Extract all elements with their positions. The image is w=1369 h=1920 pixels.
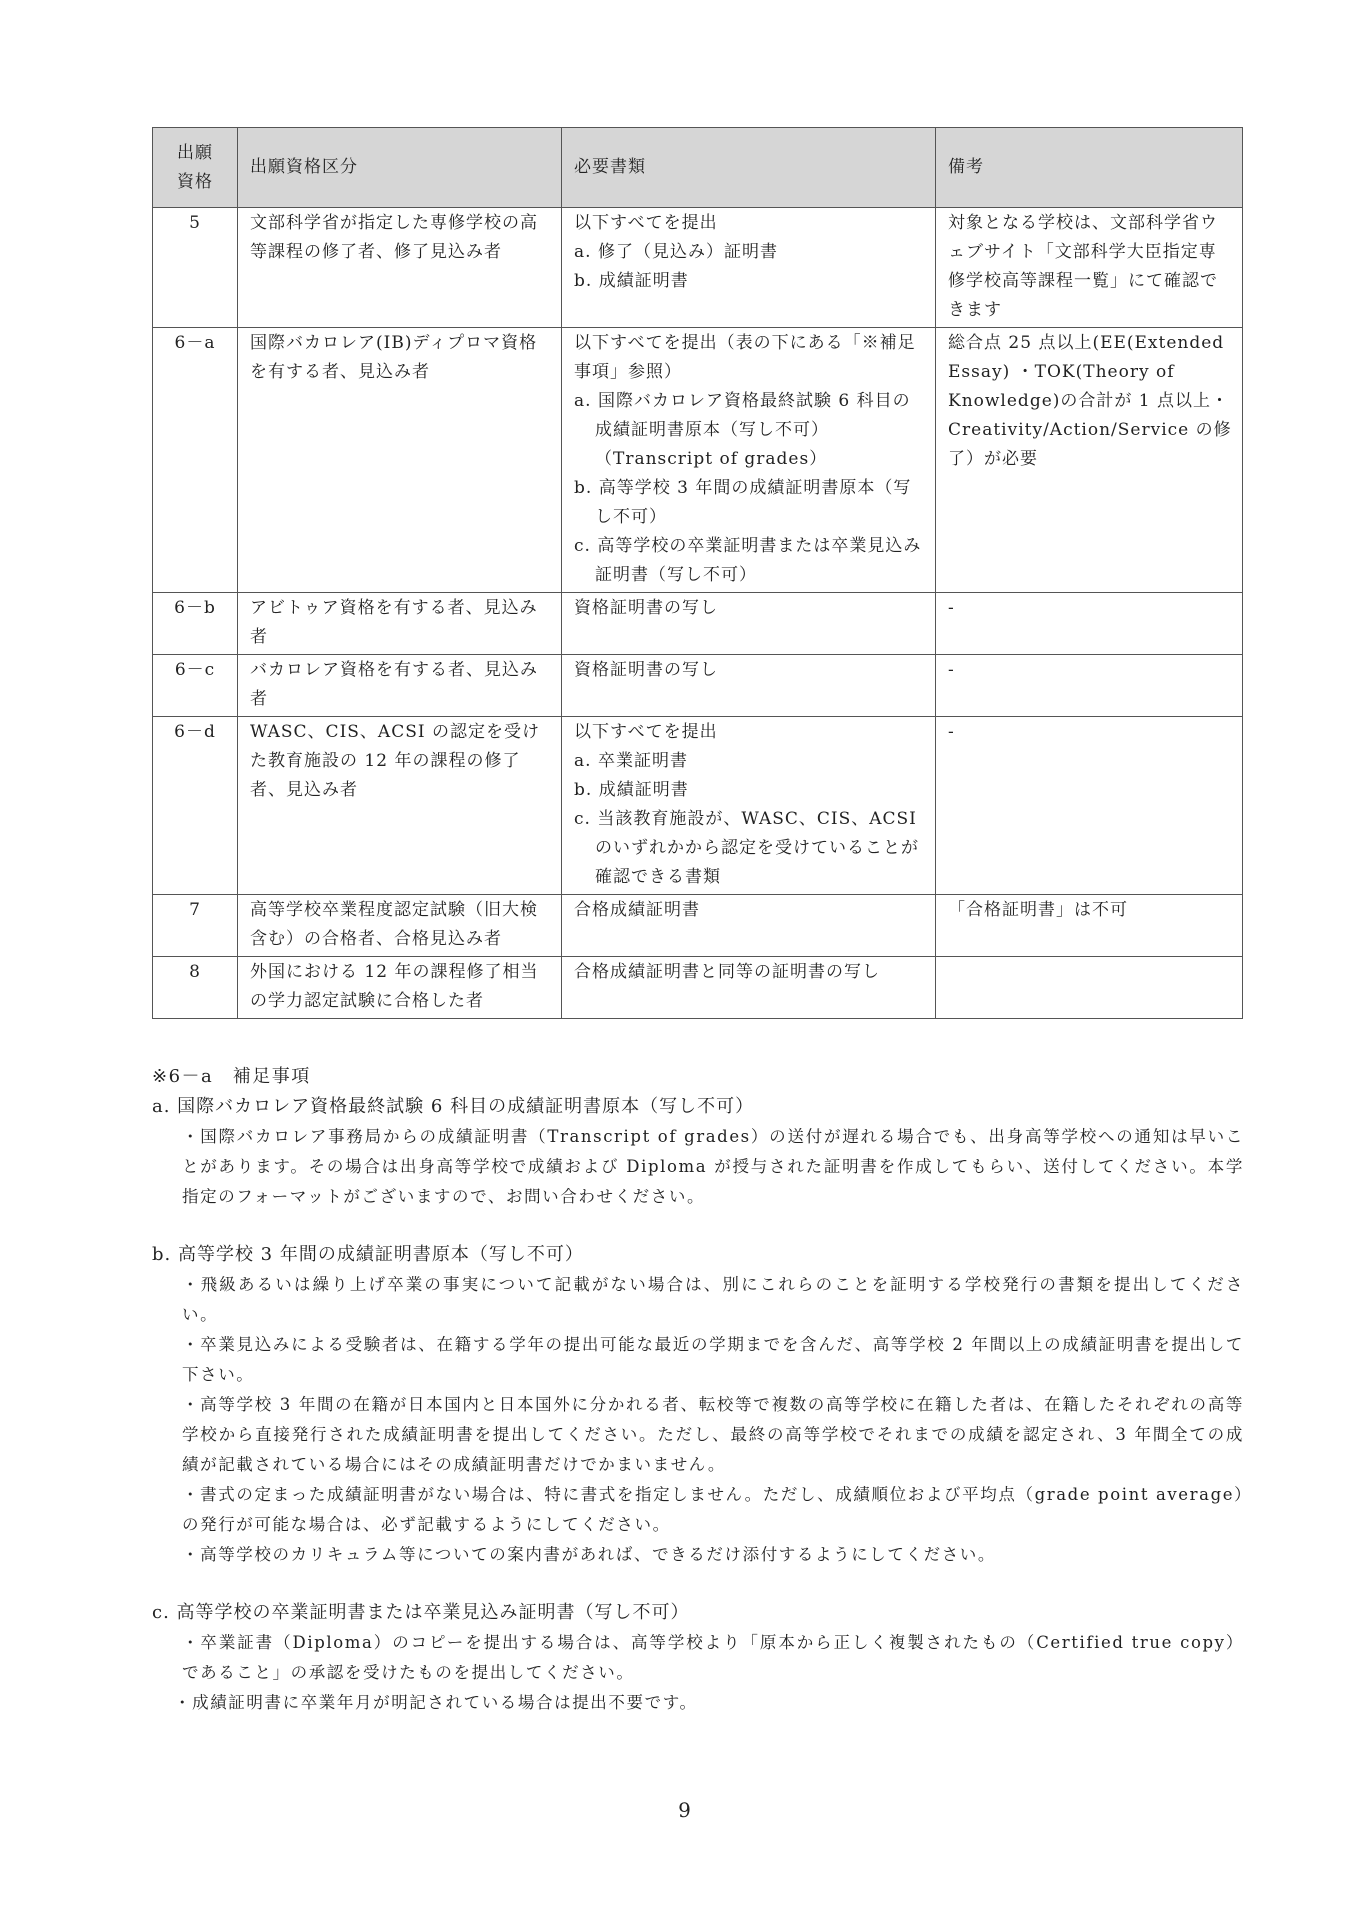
row-number: 6－d <box>153 717 238 895</box>
row-documents <box>562 717 936 895</box>
row-remarks: - <box>936 655 1243 717</box>
notes-heading: ※6－a 補足事項 <box>152 1066 311 1087</box>
notes-paragraph: ・飛級あるいは繰り上げ卒業の事実について記載がない場合は、別にこれらのことを証明する学校発行の書類を提出してください。 <box>182 1275 1244 1324</box>
row-category: 国際バカロレア(IB)ディプロマ資格を有する者、見込み者 <box>238 328 562 593</box>
document-item: b. 高等学校 3 年間の成績証明書原本（写し不可） <box>574 478 912 527</box>
row-category: 文部科学省が指定した専修学校の高等課程の修了者、修了見込み者 <box>238 208 562 328</box>
notes-section-b-title: b. 高等学校 3 年間の成績証明書原本（写し不可） <box>152 1244 584 1265</box>
document-item: 資格証明書の写し <box>574 598 718 618</box>
row-documents <box>562 895 936 957</box>
notes-paragraph: ・卒業見込みによる受験者は、在籍する学年の提出可能な最近の学期までを含んだ、高等学校 2 年間以上の成績証明書を提出して下さい。 <box>182 1335 1244 1384</box>
notes-paragraph: ・卒業証書（Diploma）のコピーを提出する場合は、高等学校より「原本から正しく複製されたもの（Certified true copy）であること」の承認を受けたものを提出してください。 <box>182 1633 1244 1682</box>
table-row <box>153 328 1243 593</box>
table-header-row <box>153 128 1243 208</box>
document-item: b. 成績証明書 <box>574 271 689 291</box>
row-remarks <box>936 957 1243 1019</box>
page-number: 9 <box>678 1798 691 1822</box>
row-number: 8 <box>153 957 238 1019</box>
document-item: a. 卒業証明書 <box>574 751 688 771</box>
document-item: a. 国際バカロレア資格最終試験 6 科目の成績証明書原本（写し不可）（Transcript of grades） <box>574 391 911 469</box>
row-number: 6－b <box>153 593 238 655</box>
row-category: バカロレア資格を有する者、見込み者 <box>238 655 562 717</box>
row-remarks: - <box>936 593 1243 655</box>
row-number: 5 <box>153 208 238 328</box>
header-category: 出願資格区分 <box>238 128 562 208</box>
row-remarks: 対象となる学校は、文部科学省ウェブサイト「文部科学大臣指定専修学校高等課程一覧」にて確認できます <box>936 208 1243 328</box>
row-category: 外国における 12 年の課程修了相当の学力認定試験に合格した者 <box>238 957 562 1019</box>
header-remarks: 備考 <box>936 128 1243 208</box>
notes-paragraph: ・書式の定まった成績証明書がない場合は、特に書式を指定しません。ただし、成績順位および平均点（grade point average）の発行が可能な場合は、必ず記載するようにしてください。 <box>182 1485 1244 1534</box>
row-remarks: - <box>936 717 1243 895</box>
row-remarks: 総合点 25 点以上(EE(Extended Essay) ・TOK(Theory of Knowledge)の合計が 1 点以上・Creativity/Action/Service の修了）が必要 <box>936 328 1243 593</box>
table-row <box>153 593 1243 655</box>
notes-paragraph: ・高等学校のカリキュラム等についての案内書があれば、できるだけ添付するようにしてください。 <box>182 1545 997 1564</box>
notes-paragraph: ・高等学校 3 年間の在籍が日本国内と日本国外に分かれる者、転校等で複数の高等学校に在籍した者は、在籍したそれぞれの高等学校から直接発行された成績証明書を提出してください。ただし、最終の高等学校でそれまでの成績を認定され、3 年間全ての成績が記載されている場合にはその成績証明書だけでかまいません。 <box>182 1395 1244 1474</box>
header-qualification: 出願 資格 <box>153 128 238 208</box>
row-number: 6－a <box>153 328 238 593</box>
document-item: 資格証明書の写し <box>574 660 718 680</box>
header-documents: 必要書類 <box>562 128 936 208</box>
row-category: WASC、CIS、ACSI の認定を受けた教育施設の 12 年の課程の修了者、見込み者 <box>238 717 562 895</box>
row-category: 高等学校卒業程度認定試験（旧大検含む）の合格者、合格見込み者 <box>238 895 562 957</box>
document-item: 合格成績証明書と同等の証明書の写し <box>574 962 880 982</box>
supplementary-notes <box>152 1062 1244 1718</box>
table-row <box>153 208 1243 328</box>
row-documents <box>562 957 936 1019</box>
row-category: アビトゥア資格を有する者、見込み者 <box>238 593 562 655</box>
document-item: 以下すべてを提出（表の下にある「※補足事項」参照） <box>574 333 916 382</box>
document-item: 以下すべてを提出 <box>574 722 718 742</box>
requirements-table <box>152 127 1243 1019</box>
table-row <box>153 655 1243 717</box>
table-row <box>153 895 1243 957</box>
row-documents <box>562 328 936 593</box>
row-documents <box>562 655 936 717</box>
table-row <box>153 717 1243 895</box>
notes-paragraph: ・成績証明書に卒業年月が明記されている場合は提出不要です。 <box>174 1693 698 1712</box>
notes-paragraph: ・国際バカロレア事務局からの成績証明書（Transcript of grades）の送付が遅れる場合でも、出身高等学校への通知は早いことがあります。その場合は出身高等学校で成績および Diploma が授与された証明書を作成してもらい、送付してください。本学指定のフォーマットがございますので、お問い合わせください。 <box>182 1127 1244 1206</box>
document-item: a. 修了（見込み）証明書 <box>574 242 778 262</box>
document-item: b. 成績証明書 <box>574 780 689 800</box>
row-number: 7 <box>153 895 238 957</box>
document-item: c. 当該教育施設が、WASC、CIS、ACSI のいずれかから認定を受けていることが確認できる書類 <box>574 809 919 887</box>
row-documents <box>562 593 936 655</box>
row-documents <box>562 208 936 328</box>
notes-section-c-title: c. 高等学校の卒業証明書または卒業見込み証明書（写し不可） <box>152 1602 690 1623</box>
table-row <box>153 957 1243 1019</box>
notes-section-a-title: a. 国際バカロレア資格最終試験 6 科目の成績証明書原本（写し不可） <box>152 1096 755 1117</box>
row-number: 6－c <box>153 655 238 717</box>
document-item: 合格成績証明書 <box>574 900 700 920</box>
document-item: c. 高等学校の卒業証明書または卒業見込み証明書（写し不可） <box>574 536 922 585</box>
document-item: 以下すべてを提出 <box>574 213 718 233</box>
row-remarks: 「合格証明書」は不可 <box>936 895 1243 957</box>
